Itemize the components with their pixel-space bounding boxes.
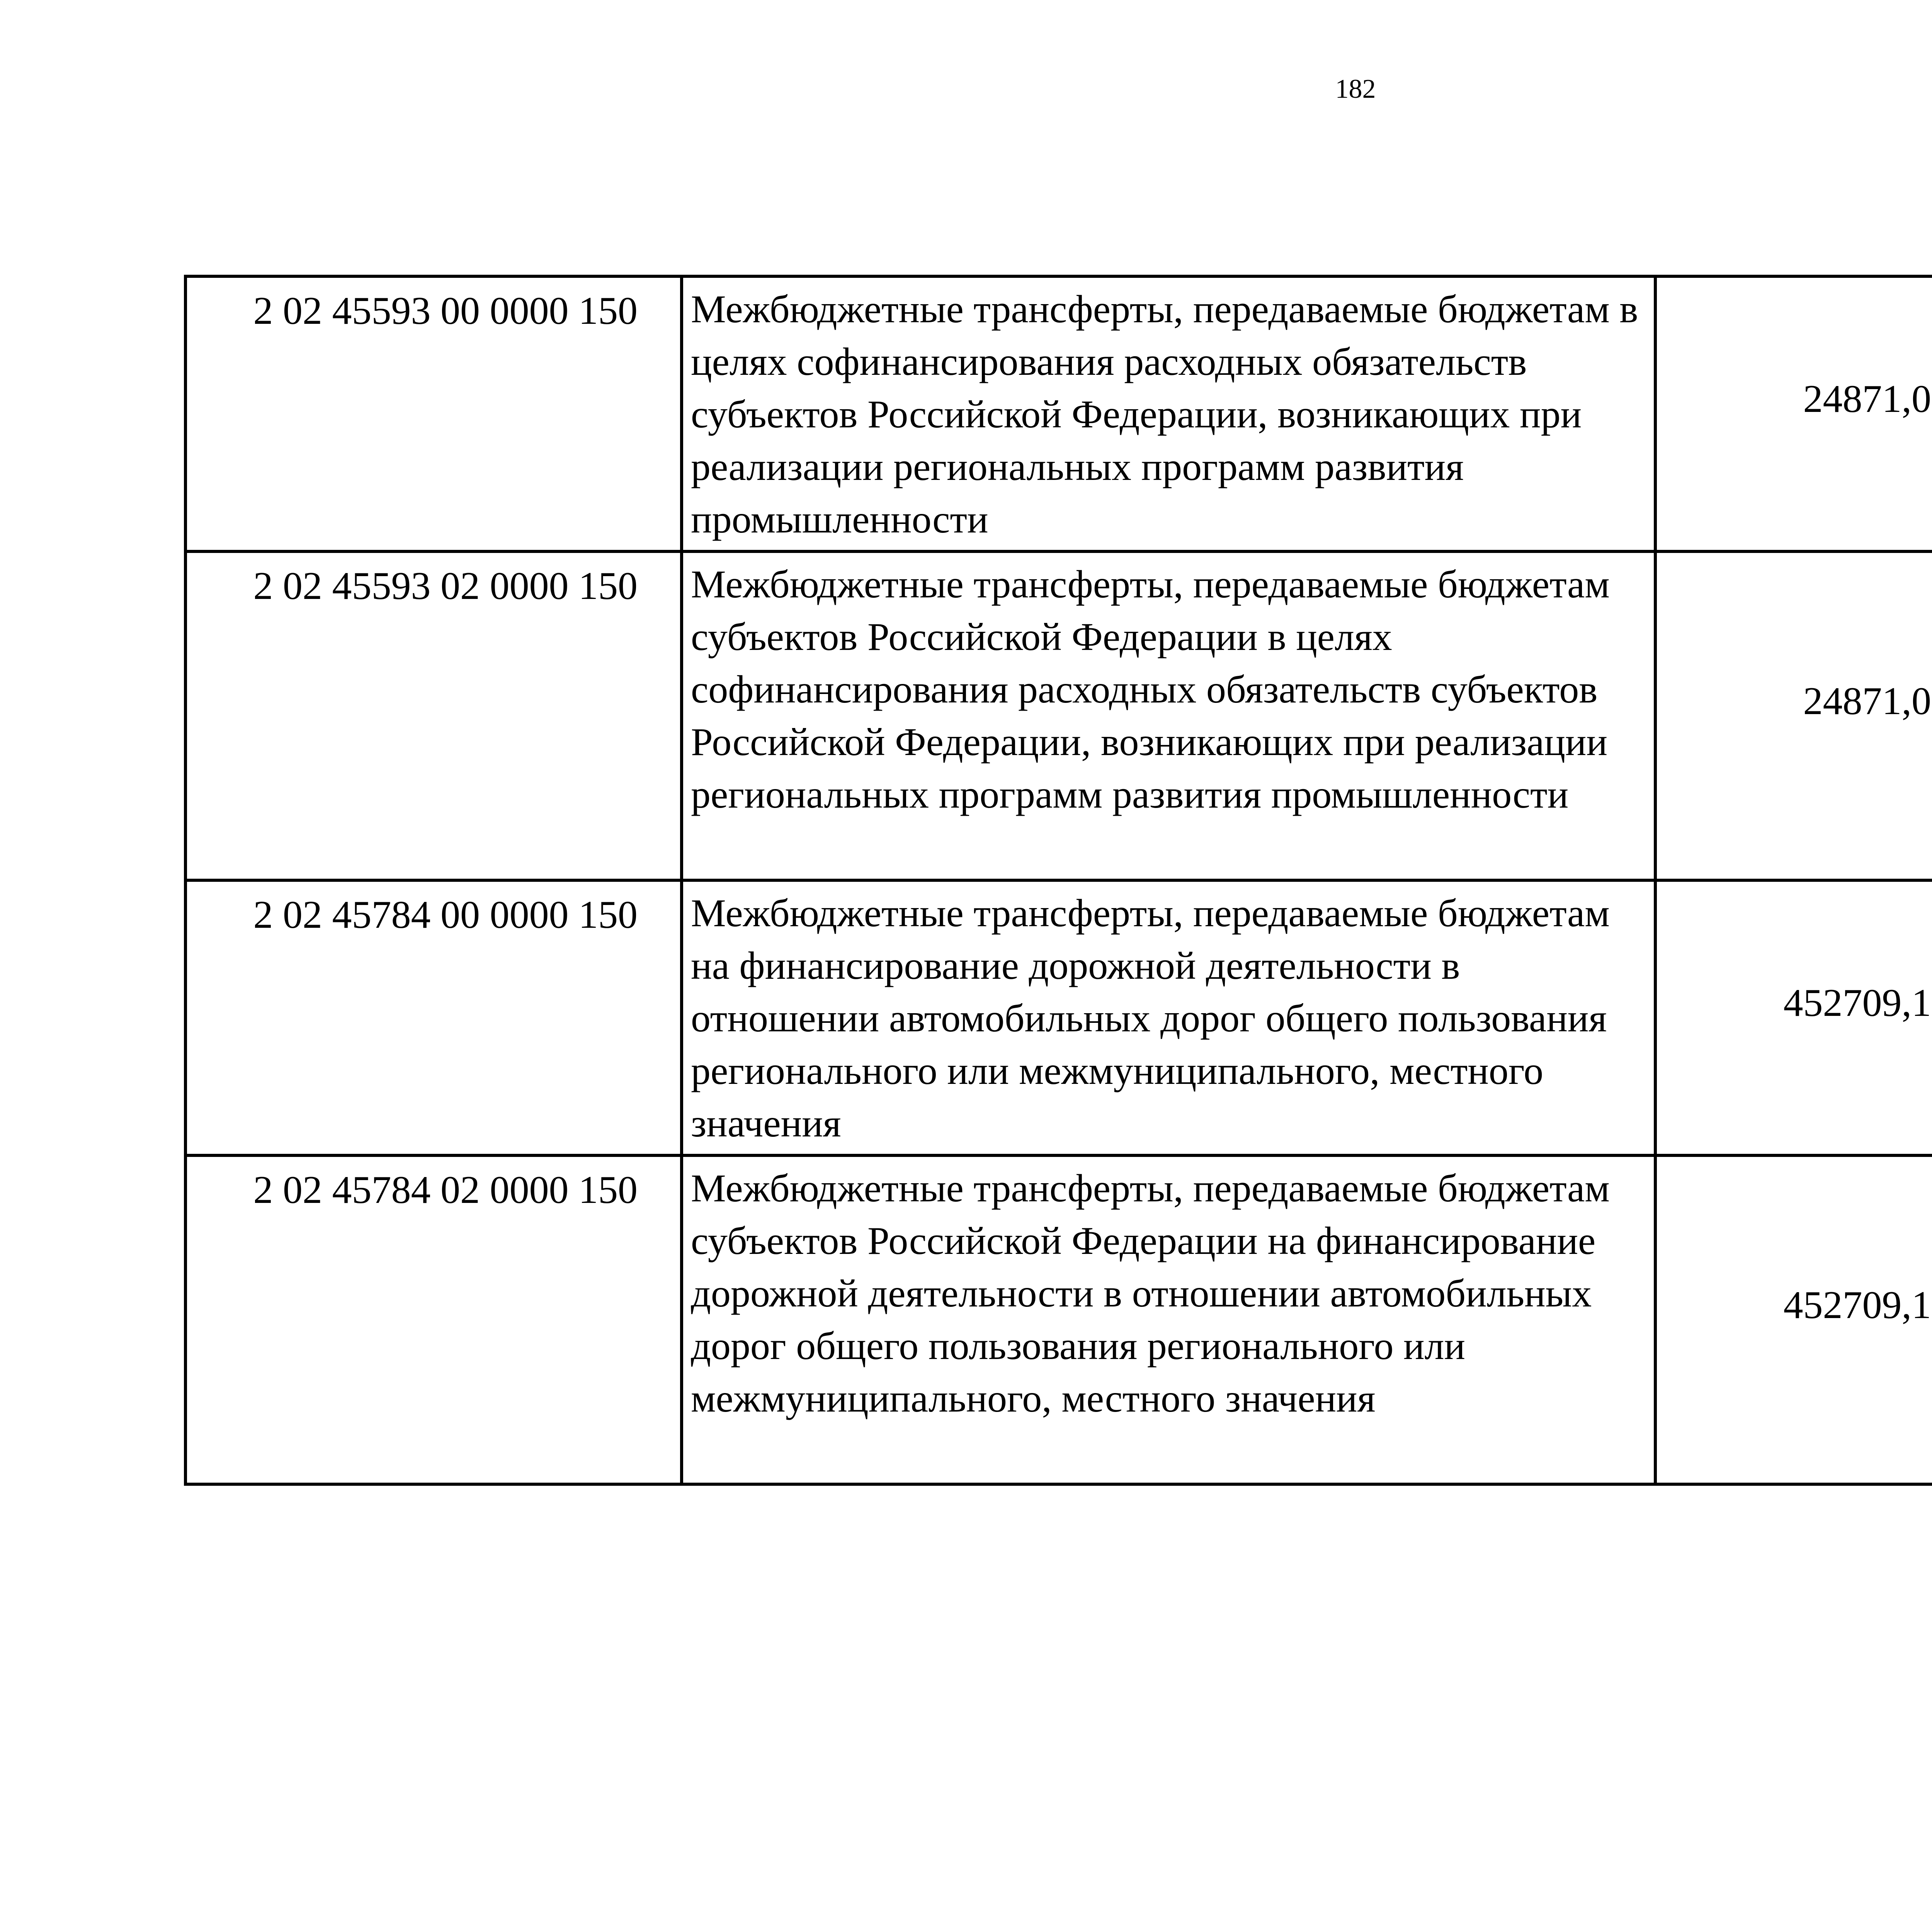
- amount-cell-1: [1655, 551, 1932, 880]
- amount-value: 452709,1: [1783, 981, 1931, 1025]
- amount-cell-1: [1655, 880, 1932, 1155]
- description-cell: Межбюджетные трансферты, передаваемые бюджетам субъектов Российской Федерации на финансирование дорожной деятельности в отношении автомобильных дорог общего пользования регионального или межмуниципального, местного значения: [682, 1155, 1655, 1484]
- budget-code-cell: 2 02 45593 02 0000 150: [185, 551, 682, 880]
- budget-revenue-table: [184, 275, 1932, 1486]
- amount-value: 24871,0: [1803, 679, 1931, 723]
- table-row: [185, 1155, 1932, 1484]
- amount-cell-1: [1655, 1155, 1932, 1484]
- page-number: 182: [1335, 74, 1376, 104]
- description-cell: Межбюджетные трансферты, передаваемые бюджетам на финансирование дорожной деятельности в отношении автомобильных дорог общего пользования регионального или межмуниципального, местного значения: [682, 880, 1655, 1155]
- description-cell: Межбюджетные трансферты, передаваемые бюджетам в целях софинансирования расходных обязательств субъектов Российской Федерации, возникающих при реализации региональных программ развития промышленности: [682, 276, 1655, 551]
- budget-code-cell: 2 02 45784 02 0000 150: [185, 1155, 682, 1484]
- description-cell: Межбюджетные трансферты, передаваемые бюджетам субъектов Российской Федерации в целях софинансирования расходных обязательств субъектов Российской Федерации, возникающих при реализации региональных программ развития промышленности: [682, 551, 1655, 880]
- budget-code-cell: 2 02 45784 00 0000 150: [185, 880, 682, 1155]
- amount-cell-1: [1655, 276, 1932, 551]
- budget-code-cell: 2 02 45593 00 0000 150: [185, 276, 682, 551]
- table-row: [185, 551, 1932, 880]
- amount-value: 24871,0: [1803, 377, 1931, 421]
- table-row: [185, 880, 1932, 1155]
- amount-value: 452709,1: [1783, 1283, 1931, 1327]
- table-row: [185, 276, 1932, 551]
